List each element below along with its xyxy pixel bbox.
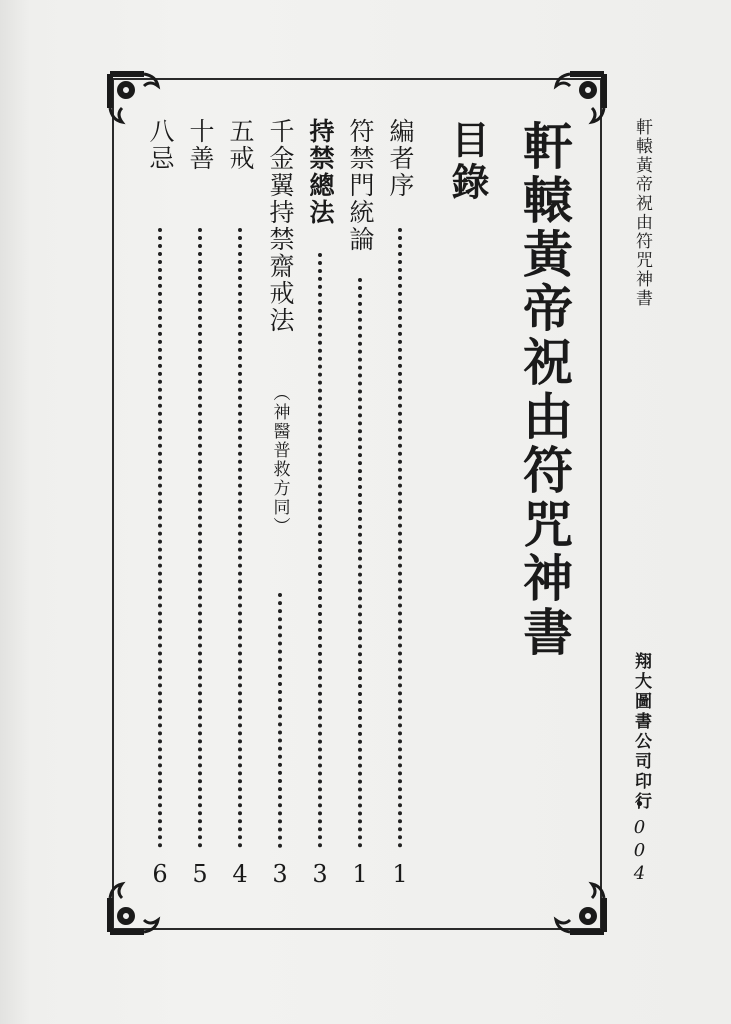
running-title: 軒轅黃帝祝由符咒神書 xyxy=(632,118,652,308)
toc-entry-page: 3 xyxy=(272,860,288,888)
toc-entry-note: （神醫普救方同） xyxy=(269,384,290,536)
toc-entry-page: 1 xyxy=(352,860,368,888)
toc-entry-label: 八忌 xyxy=(146,118,175,172)
toc-entry[interactable] xyxy=(136,118,184,898)
leader-dots xyxy=(158,228,162,848)
toc-entry-page: 5 xyxy=(192,860,208,888)
ornamental-corner-icon xyxy=(540,868,610,938)
toc-entry-label: 符禁門統論 xyxy=(346,118,375,253)
toc-heading: 目錄 xyxy=(445,120,489,204)
toc-entry-label: 五戒 xyxy=(226,118,255,172)
leader-dots xyxy=(198,228,202,848)
leader-dots xyxy=(398,228,402,848)
toc-entry-label: 千金翼持禁齋戒法 xyxy=(266,118,295,334)
toc-entry-page: 3 xyxy=(312,860,328,888)
toc-entry-page: 4 xyxy=(232,860,248,888)
toc-entry-label: 編者序 xyxy=(386,118,415,199)
toc-entry-page: 6 xyxy=(152,860,168,888)
book-title: 軒轅黃帝祝由符咒神書 xyxy=(515,120,573,660)
leader-dots xyxy=(318,253,322,848)
toc-entry-label: 持禁總法 xyxy=(306,118,335,226)
leader-dots xyxy=(278,593,282,848)
toc-entry-page: 1 xyxy=(392,860,408,888)
toc-entry-label: 十善 xyxy=(186,118,215,172)
leader-dots xyxy=(238,228,242,848)
publisher-imprint: 翔大圖書公司印行 xyxy=(631,652,651,812)
leader-dots xyxy=(358,278,362,848)
page-folio: •004 xyxy=(629,794,650,886)
